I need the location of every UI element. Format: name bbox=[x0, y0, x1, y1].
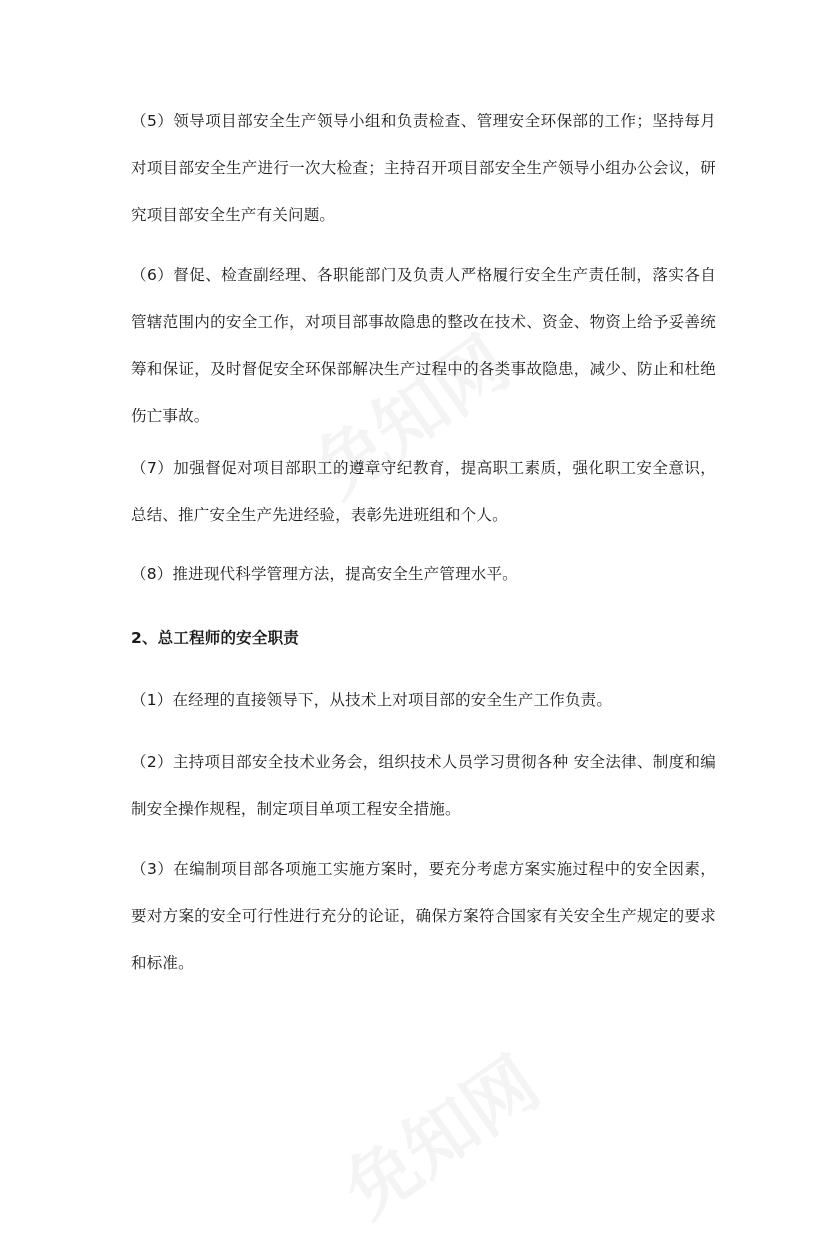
section-heading: 2、总工程师的安全职责 bbox=[131, 629, 299, 647]
paragraph-q1: （1）在经理的直接领导下，从技术上对项目部的安全生产工作负责。 bbox=[131, 691, 613, 709]
paragraph-7: （7）加强督促对项目部职工的遵章守纪教育，提高职工素质，强化职工安全意识，总结、推广安全生产先进经验，表彰先进班组和个人。 bbox=[131, 459, 716, 524]
paragraph-8: （8）推进现代科学管理方法，提高安全生产管理水平。 bbox=[131, 565, 518, 583]
paragraph-6: （6）督促、检查副经理、各职能部门及负责人严格履行安全生产责任制，落实各自管辖范围内的安全工作，对项目部事故隐患的整改在技术、资金、物资上给予妥善统筹和保证，及时督促安全环保部解决生产过程中的各类事故隐患，减少、防止和杜绝伤亡事故。 bbox=[131, 266, 716, 425]
paragraph-q2: （2）主持项目部安全技术业务会，组织技术人员学习贯彻各种 安全法律、制度和编制安全操作规程，制定项目单项工程安全措施。 bbox=[131, 753, 716, 818]
watermark-bottom bbox=[320, 1027, 557, 1236]
paragraph-5: （5）领导项目部安全生产领导小组和负责检查、管理安全环保部的工作；坚持每月对项目部安全生产进行一次大检查；主持召开项目部安全生产领导小组办公会议，研究项目部安全生产有关问题。 bbox=[131, 112, 716, 224]
paragraph-q3: （3）在编制项目部各项施工实施方案时，要充分考虑方案实施过程中的安全因素，要对方案的安全可行性进行充分的论证，确保方案符合国家有关安全生产规定的要求和标准。 bbox=[131, 860, 716, 972]
